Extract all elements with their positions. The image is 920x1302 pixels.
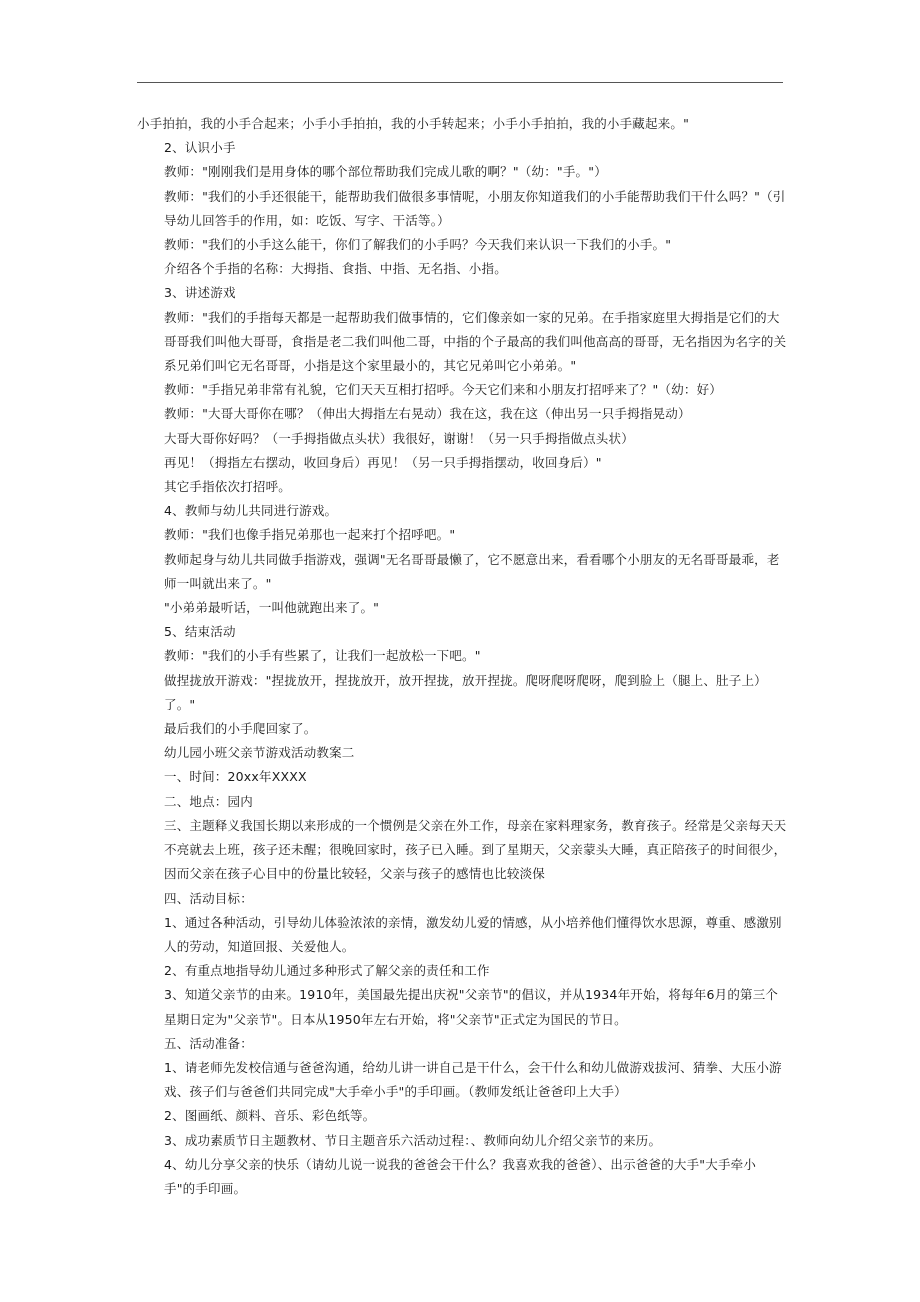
paragraph: 大哥大哥你好吗？（一手拇指做点头状）我很好，谢谢！（另一只手拇指做点头状） xyxy=(164,430,634,446)
paragraph: 2、认识小手 xyxy=(164,140,236,156)
paragraph: 3、知道父亲节的由来。1910年，美国最先提出庆祝"父亲节"的倡议，并从1934年开始，将每年6月的第三个星期日定为"父亲节"。日本从1950年左右开始，将"父亲节"正式定为国民的节日。 xyxy=(164,987,779,1027)
paragraph: 五、活动准备： xyxy=(164,1035,253,1051)
paragraph: 4、幼儿分享父亲的快乐（请幼儿说一说我的爸爸会干什么？我喜欢我的爸爸）、出示爸爸的大手"大手牵小手"的手印画。 xyxy=(164,1156,757,1196)
header-rule xyxy=(137,82,783,83)
paragraph: 四、活动目标： xyxy=(164,890,253,906)
paragraph: "小弟弟最听话，一叫他就跑出来了。" xyxy=(164,600,380,616)
paragraph: 三、主题释义我国长期以来形成的一个惯例是父亲在外工作，母亲在家料理家务，教育孩子。经常是父亲每天天不亮就去上班，孩子还未醒；很晚回家时，孩子已入睡。到了星期天，父亲蒙头大睡，真正陪孩子的时间很少，因而父亲在孩子心目中的份量比较轻，父亲与孩子的感情也比较淡保 xyxy=(164,817,787,882)
document-body xyxy=(137,112,787,1201)
paragraph: 教师："我们的小手还很能干，能帮助我们做很多事情呢，小朋友你知道我们的小手能帮助我们干什么吗？"（引导幼儿回答手的作用，如：吃饭、写字、干活等。） xyxy=(164,188,786,228)
paragraph: 1、请老师先发校信通与爸爸沟通，给幼儿讲一讲自己是干什么，会干什么和幼儿做游戏拔河、猜拳、大压小游戏、孩子们与爸爸们共同完成"大手牵小手"的手印画。（教师发纸让爸爸印上大手） xyxy=(164,1059,782,1100)
paragraph: 2、有重点地指导幼儿通过多种形式了解父亲的责任和工作 xyxy=(164,963,490,979)
paragraph: 1、通过各种活动，引导幼儿体验浓浓的亲情，激发幼儿爱的情感，从小培养他们懂得饮水思源，尊重、感激别人的劳动，知道回报、关爱他人。 xyxy=(164,914,782,954)
paragraph: 2、图画纸、颜料、音乐、彩色纸等。 xyxy=(164,1108,376,1124)
paragraph: 介绍各个手指的名称：大拇指、食指、中指、无名指、小指。 xyxy=(164,261,507,277)
paragraph: 教师："我们的小手有些累了，让我们一起放松一下吧。" xyxy=(164,648,481,664)
paragraph: 教师起身与幼儿共同做手指游戏，强调"无名哥哥最懒了，它不愿意出来，看看哪个小朋友的无名哥哥最乖，老师一叫就出来了。" xyxy=(164,551,780,591)
paragraph: 4、教师与幼儿共同进行游戏。 xyxy=(164,503,338,519)
paragraph: 教师："大哥大哥你在哪？（伸出大拇指左右晃动）我在这，我在这（伸出另一只手拇指晃动） xyxy=(164,406,691,422)
paragraph: 做捏拢放开游戏："捏拢放开，捏拢放开，放开捏拢，放开捏拢。爬呀爬呀爬呀，爬到脸上（腿上、肚子上）了。" xyxy=(164,672,767,712)
paragraph: 一、时间：20xx年XXXX xyxy=(164,769,307,785)
paragraph: 5、结束活动 xyxy=(164,624,236,640)
paragraph: 教师："刚刚我们是用身体的哪个部位帮助我们完成儿歌的啊？"（幼："手。"） xyxy=(164,164,607,180)
paragraph: 教师："我们的手指每天都是一起帮助我们做事情的，它们像亲如一家的兄弟。在手指家庭里大拇指是它们的大哥哥我们叫他大哥哥，食指是老二我们叫他二哥，中指的个子最高的我们叫他高高的哥哥，无名指因为名字的关系兄弟们叫它无名哥哥，小指是这个家里最小的，其它兄弟叫它小弟弟。" xyxy=(164,309,787,374)
paragraph: 3、讲述游戏 xyxy=(164,285,236,301)
paragraph: 其它手指依次打招呼。 xyxy=(164,479,292,495)
paragraph: 最后我们的小手爬回家了。 xyxy=(164,721,317,737)
paragraph: 二、地点：园内 xyxy=(164,793,253,809)
paragraph: 3、成功素质节日主题教材、节日主题音乐六活动过程：、教师向幼儿介绍父亲节的来历。 xyxy=(164,1132,662,1148)
paragraph: 小手拍拍，我的小手合起来；小手小手拍拍，我的小手转起来；小手小手拍拍，我的小手藏起来。" xyxy=(137,116,690,131)
paragraph: 教师："我们也像手指兄弟那也一起来打个招呼吧。" xyxy=(164,527,456,543)
paragraph: 再见！（拇指左右摆动，收回身后）再见！（另一只手拇指摆动，收回身后）" xyxy=(164,454,602,470)
paragraph: 幼儿园小班父亲节游戏活动教案二 xyxy=(164,745,355,761)
paragraph: 教师："手指兄弟非常有礼貌，它们天天互相打招呼。今天它们来和小朋友打招呼来了？"（幼：好） xyxy=(164,382,723,398)
paragraph: 教师："我们的小手这么能干，你们了解我们的小手吗？今天我们来认识一下我们的小手。" xyxy=(164,237,672,253)
